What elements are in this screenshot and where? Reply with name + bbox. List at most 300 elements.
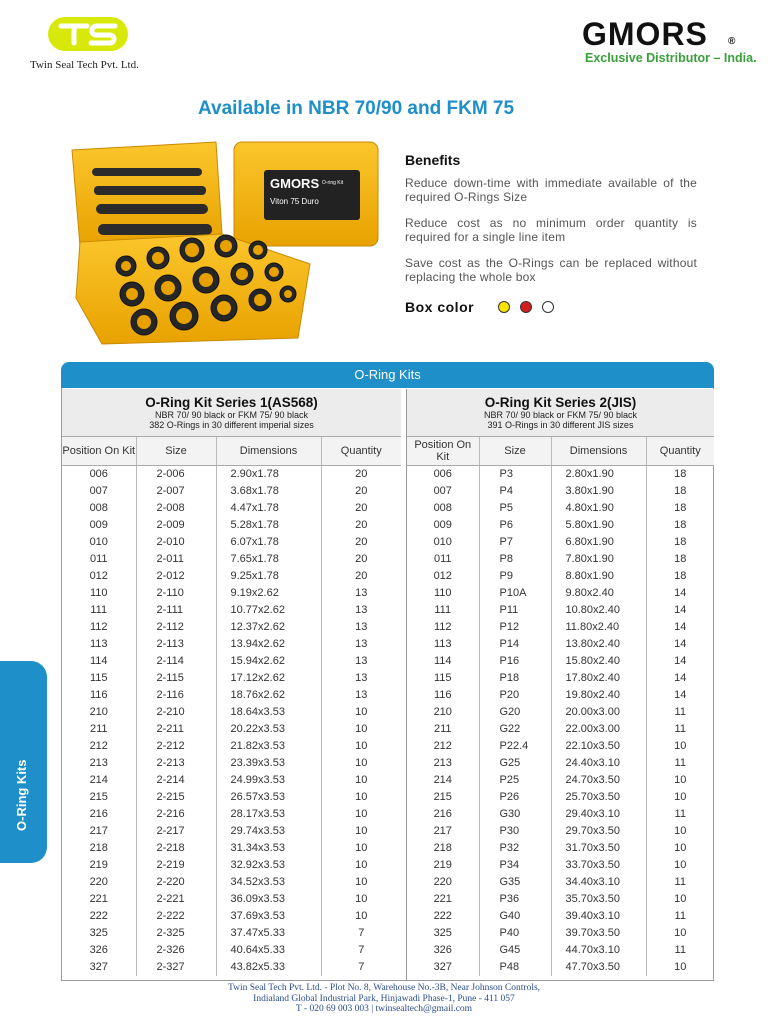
cell-quantity: 10 xyxy=(355,739,368,752)
cell-size: 2-213 xyxy=(136,755,216,772)
page-title: Available in NBR 70/90 and FKM 75 xyxy=(198,98,515,119)
cell-dimensions: 17.12x2.62 xyxy=(216,670,321,687)
table-row xyxy=(407,840,714,857)
cell-dimensions: 20.00x3.00 xyxy=(551,704,646,721)
kit-table-body xyxy=(62,465,401,976)
table-row xyxy=(62,568,401,585)
cell-position: 011 xyxy=(407,551,479,568)
table-row xyxy=(62,908,401,925)
box-subtitle: Viton 75 Duro xyxy=(270,197,319,206)
cell-size: 2-326 xyxy=(136,942,216,959)
gmors-logo: GMORS xyxy=(582,16,708,52)
cell-quantity: 10 xyxy=(674,960,687,973)
cell-position: 114 xyxy=(62,653,136,670)
cell-dimensions: 37.69x3.53 xyxy=(216,908,321,925)
cell-dimensions: 24.99x3.53 xyxy=(216,772,321,789)
cell-position: 217 xyxy=(62,823,136,840)
cell-size: 2-011 xyxy=(136,551,216,568)
table-row xyxy=(62,500,401,517)
table-row xyxy=(62,942,401,959)
footer-address-line-2: Indialand Global Industrial Park, Hinjawadi Phase-1, Pune - 411 057 xyxy=(253,993,515,1004)
cell-dimensions: 39.70x3.50 xyxy=(551,925,646,942)
cell-size: 2-009 xyxy=(136,517,216,534)
side-tab-label: O-Ring Kits xyxy=(14,759,29,831)
table-row xyxy=(62,602,401,619)
cell-quantity: 10 xyxy=(674,773,687,786)
cell-dimensions: 23.39x3.53 xyxy=(216,755,321,772)
cell-dimensions: 5.28x1.78 xyxy=(216,517,321,534)
table-row xyxy=(62,653,401,670)
cell-position: 007 xyxy=(407,483,479,500)
table-row xyxy=(62,823,401,840)
cell-size: 2-110 xyxy=(136,585,216,602)
cell-position: 217 xyxy=(407,823,479,840)
cell-dimensions: 34.40x3.10 xyxy=(551,874,646,891)
cell-quantity: 20 xyxy=(355,535,368,548)
cell-dimensions: 4.47x1.78 xyxy=(216,500,321,517)
cell-position: 222 xyxy=(62,908,136,925)
box-color-row xyxy=(405,299,564,315)
cell-size: 2-325 xyxy=(136,925,216,942)
table-row xyxy=(407,551,714,568)
cell-dimensions: 9.19x2.62 xyxy=(216,585,321,602)
cell-quantity: 10 xyxy=(355,824,368,837)
cell-quantity: 7 xyxy=(358,943,365,956)
table-row xyxy=(407,721,714,738)
table-row xyxy=(407,942,714,959)
kit-table xyxy=(62,437,401,976)
cell-dimensions: 24.40x3.10 xyxy=(551,755,646,772)
cell-dimensions: 25.70x3.50 xyxy=(551,789,646,806)
cell-size: P16 xyxy=(479,653,551,670)
footer-address-line-1: Twin Seal Tech Pvt. Ltd. - Plot No. 8, Warehouse No.-3B, Near Johnson Controls, xyxy=(227,983,541,993)
cell-quantity: 10 xyxy=(355,756,368,769)
company-name: Twin Seal Tech Pvt. Ltd. xyxy=(30,59,139,71)
cell-dimensions: 24.70x3.50 xyxy=(551,772,646,789)
cell-size: 2-008 xyxy=(136,500,216,517)
table-row xyxy=(407,908,714,925)
cell-position: 211 xyxy=(62,721,136,738)
cell-dimensions: 12.37x2.62 xyxy=(216,619,321,636)
cell-dimensions: 32.92x3.53 xyxy=(216,857,321,874)
cell-position: 110 xyxy=(62,585,136,602)
cell-quantity: 14 xyxy=(674,688,687,701)
cell-position: 113 xyxy=(62,636,136,653)
cell-position: 214 xyxy=(407,772,479,789)
kit-title: O-Ring Kit Series 1(AS568) xyxy=(145,395,318,410)
cell-quantity: 14 xyxy=(674,620,687,633)
cell-dimensions: 18.64x3.53 xyxy=(216,704,321,721)
cell-size: 2-211 xyxy=(136,721,216,738)
cell-quantity: 20 xyxy=(355,518,368,531)
kit-series-1 xyxy=(62,389,401,981)
cell-dimensions: 29.74x3.53 xyxy=(216,823,321,840)
cell-size: 2-217 xyxy=(136,823,216,840)
cell-dimensions: 13.94x2.62 xyxy=(216,636,321,653)
distributor-text: Exclusive Distributor – India. xyxy=(585,51,757,65)
cell-quantity: 13 xyxy=(355,637,368,650)
table-row xyxy=(62,772,401,789)
cell-size: P32 xyxy=(479,840,551,857)
cell-position: 007 xyxy=(62,483,136,500)
cell-size: 2-214 xyxy=(136,772,216,789)
cell-quantity: 13 xyxy=(355,688,368,701)
table-row xyxy=(62,840,401,857)
table-row xyxy=(407,585,714,602)
table-row xyxy=(407,534,714,551)
cell-dimensions: 37.47x5.33 xyxy=(216,925,321,942)
cell-position: 115 xyxy=(407,670,479,687)
kit-material: NBR 70/ 90 black or FKM 75/ 90 black xyxy=(154,410,309,420)
cell-size: 2-218 xyxy=(136,840,216,857)
table-row xyxy=(407,670,714,687)
table-row xyxy=(62,925,401,942)
benefits-heading: Benefits xyxy=(405,152,461,168)
table-row xyxy=(62,755,401,772)
cell-size: P48 xyxy=(479,959,551,976)
cell-quantity: 11 xyxy=(674,909,686,922)
cell-size: P14 xyxy=(479,636,551,653)
cell-position: 011 xyxy=(62,551,136,568)
cell-size: P9 xyxy=(479,568,551,585)
cell-size: P10A xyxy=(479,585,551,602)
cell-quantity: 10 xyxy=(355,909,368,922)
table-row xyxy=(407,789,714,806)
cell-quantity: 10 xyxy=(674,892,687,905)
cell-position: 221 xyxy=(62,891,136,908)
cell-quantity: 14 xyxy=(674,637,687,650)
cell-quantity: 10 xyxy=(674,790,687,803)
cell-dimensions: 5.80x1.90 xyxy=(551,517,646,534)
kit-header xyxy=(407,389,714,437)
cell-position: 113 xyxy=(407,636,479,653)
cell-size: 2-210 xyxy=(136,704,216,721)
cell-position: 010 xyxy=(407,534,479,551)
cell-size: 2-115 xyxy=(136,670,216,687)
table-row xyxy=(62,959,401,976)
cell-position: 327 xyxy=(407,959,479,976)
cell-quantity: 10 xyxy=(355,875,368,888)
table-row xyxy=(407,738,714,755)
cell-dimensions: 40.64x5.33 xyxy=(216,942,321,959)
cell-quantity: 10 xyxy=(355,790,368,803)
cell-quantity: 11 xyxy=(674,875,686,888)
cell-position: 220 xyxy=(62,874,136,891)
cell-quantity: 18 xyxy=(674,552,687,565)
col-header-position: Position On Kit xyxy=(62,437,136,465)
table-row xyxy=(407,772,714,789)
footer-contact: T - 020 69 003 003 | twinsealtech@gmail.com xyxy=(295,1004,473,1014)
cell-position: 216 xyxy=(407,806,479,823)
cell-dimensions: 43.82x5.33 xyxy=(216,959,321,976)
cell-dimensions: 26.57x3.53 xyxy=(216,789,321,806)
cell-position: 327 xyxy=(62,959,136,976)
cell-size: P12 xyxy=(479,619,551,636)
cell-quantity: 10 xyxy=(355,807,368,820)
cell-dimensions: 31.34x3.53 xyxy=(216,840,321,857)
cell-dimensions: 15.80x2.40 xyxy=(551,653,646,670)
cell-position: 218 xyxy=(62,840,136,857)
cell-size: P11 xyxy=(479,602,551,619)
cell-dimensions: 19.80x2.40 xyxy=(551,687,646,704)
cell-dimensions: 17.80x2.40 xyxy=(551,670,646,687)
cell-size: P40 xyxy=(479,925,551,942)
cell-quantity: 14 xyxy=(674,671,687,684)
cell-position: 008 xyxy=(407,500,479,517)
cell-position: 116 xyxy=(407,687,479,704)
table-row xyxy=(62,636,401,653)
ts-logo xyxy=(47,16,129,52)
cell-quantity: 7 xyxy=(358,960,365,973)
cell-dimensions: 31.70x3.50 xyxy=(551,840,646,857)
kit-title: O-Ring Kit Series 2(JIS) xyxy=(484,395,637,410)
table-row xyxy=(407,891,714,908)
cell-dimensions: 6.07x1.78 xyxy=(216,534,321,551)
cell-size: G40 xyxy=(479,908,551,925)
cell-quantity: 10 xyxy=(355,722,368,735)
cell-dimensions: 13.80x2.40 xyxy=(551,636,646,653)
oring-kit-boxes-image xyxy=(66,138,384,350)
cell-position: 325 xyxy=(407,925,479,942)
cell-quantity: 10 xyxy=(355,841,368,854)
color-swatch-red xyxy=(520,301,532,313)
side-tab xyxy=(0,661,47,863)
table-row xyxy=(407,687,714,704)
benefit-item: Reduce cost as no minimum order quantity is required for a single line item xyxy=(405,216,697,244)
cell-position: 326 xyxy=(62,942,136,959)
cell-quantity: 11 xyxy=(674,756,686,769)
box-side-text: O-ring Kit xyxy=(322,180,344,186)
cell-dimensions: 11.80x2.40 xyxy=(551,619,646,636)
cell-quantity: 20 xyxy=(355,552,368,565)
cell-position: 219 xyxy=(62,857,136,874)
table-row xyxy=(62,857,401,874)
table-row xyxy=(62,465,401,483)
cell-size: 2-112 xyxy=(136,619,216,636)
table-row xyxy=(407,602,714,619)
col-header-size: Size xyxy=(136,437,216,465)
cell-position: 210 xyxy=(62,704,136,721)
table-row xyxy=(407,636,714,653)
table-row xyxy=(62,483,401,500)
cell-size: P20 xyxy=(479,687,551,704)
cell-quantity: 20 xyxy=(355,569,368,582)
cell-position: 213 xyxy=(62,755,136,772)
cell-dimensions: 35.70x3.50 xyxy=(551,891,646,908)
cell-dimensions: 4.80x1.90 xyxy=(551,500,646,517)
cell-size: G45 xyxy=(479,942,551,959)
cell-dimensions: 22.10x3.50 xyxy=(551,738,646,755)
cell-quantity: 20 xyxy=(355,501,368,514)
cell-size: P34 xyxy=(479,857,551,874)
col-header-dimensions: Dimensions xyxy=(551,437,646,465)
table-row xyxy=(62,789,401,806)
cell-size: P25 xyxy=(479,772,551,789)
table-row xyxy=(407,704,714,721)
color-swatch-white xyxy=(542,301,554,313)
cell-position: 212 xyxy=(407,738,479,755)
cell-position: 009 xyxy=(407,517,479,534)
benefit-item: Reduce down-time with immediate available of the required O-Rings Size xyxy=(405,176,697,204)
table-row xyxy=(62,534,401,551)
table-row xyxy=(407,500,714,517)
cell-size: 2-113 xyxy=(136,636,216,653)
col-header-quantity: Quantity xyxy=(646,437,714,465)
registered-mark: ® xyxy=(728,36,736,47)
cell-size: G25 xyxy=(479,755,551,772)
table-row xyxy=(62,891,401,908)
cell-position: 111 xyxy=(407,602,479,619)
kits-header: O-Ring Kits xyxy=(61,362,714,388)
cell-size: P18 xyxy=(479,670,551,687)
cell-dimensions: 9.25x1.78 xyxy=(216,568,321,585)
cell-size: 2-220 xyxy=(136,874,216,891)
cell-quantity: 10 xyxy=(674,824,687,837)
cell-position: 110 xyxy=(407,585,479,602)
cell-size: 2-007 xyxy=(136,483,216,500)
cell-dimensions: 20.22x3.53 xyxy=(216,721,321,738)
cell-size: P4 xyxy=(479,483,551,500)
table-row xyxy=(407,465,714,483)
kit-table xyxy=(407,437,714,976)
cell-quantity: 14 xyxy=(674,603,687,616)
cell-size: 2-010 xyxy=(136,534,216,551)
cell-size: P26 xyxy=(479,789,551,806)
table-row xyxy=(62,704,401,721)
table-row xyxy=(407,653,714,670)
cell-quantity: 10 xyxy=(674,926,687,939)
cell-position: 006 xyxy=(407,465,479,483)
cell-position: 218 xyxy=(407,840,479,857)
cell-quantity: 18 xyxy=(674,467,687,480)
cell-position: 012 xyxy=(62,568,136,585)
cell-dimensions: 21.82x3.53 xyxy=(216,738,321,755)
cell-position: 325 xyxy=(62,925,136,942)
cell-quantity: 13 xyxy=(355,586,368,599)
cell-size: 2-215 xyxy=(136,789,216,806)
cell-position: 211 xyxy=(407,721,479,738)
table-row xyxy=(407,959,714,976)
cell-quantity: 10 xyxy=(355,705,368,718)
cell-quantity: 10 xyxy=(674,739,687,752)
cell-dimensions: 44.70x3.10 xyxy=(551,942,646,959)
cell-position: 219 xyxy=(407,857,479,874)
cell-position: 008 xyxy=(62,500,136,517)
kit-header xyxy=(62,389,401,437)
cell-dimensions: 47.70x3.50 xyxy=(551,959,646,976)
cell-quantity: 10 xyxy=(674,858,687,871)
cell-size: 2-216 xyxy=(136,806,216,823)
cell-size: G35 xyxy=(479,874,551,891)
cell-size: P7 xyxy=(479,534,551,551)
cell-dimensions: 22.00x3.00 xyxy=(551,721,646,738)
cell-quantity: 11 xyxy=(674,722,686,735)
cell-size: G20 xyxy=(479,704,551,721)
table-row xyxy=(407,568,714,585)
cell-quantity: 10 xyxy=(355,858,368,871)
cell-position: 210 xyxy=(407,704,479,721)
cell-quantity: 18 xyxy=(674,518,687,531)
cell-dimensions: 10.77x2.62 xyxy=(216,602,321,619)
cell-quantity: 11 xyxy=(674,943,686,956)
cell-dimensions: 33.70x3.50 xyxy=(551,857,646,874)
cell-size: P36 xyxy=(479,891,551,908)
cell-position: 012 xyxy=(407,568,479,585)
kit-count: 391 O-Rings in 30 different JIS sizes xyxy=(487,420,634,430)
table-row xyxy=(407,619,714,636)
cell-position: 009 xyxy=(62,517,136,534)
table-row xyxy=(407,483,714,500)
cell-size: P6 xyxy=(479,517,551,534)
cell-size: 2-219 xyxy=(136,857,216,874)
cell-size: 2-114 xyxy=(136,653,216,670)
cell-dimensions: 8.80x1.90 xyxy=(551,568,646,585)
cell-quantity: 18 xyxy=(674,535,687,548)
cell-size: 2-212 xyxy=(136,738,216,755)
cell-size: 2-222 xyxy=(136,908,216,925)
kit-material: NBR 70/ 90 black or FKM 75/ 90 black xyxy=(483,410,638,420)
cell-size: P30 xyxy=(479,823,551,840)
cell-quantity: 18 xyxy=(674,501,687,514)
cell-dimensions: 9.80x2.40 xyxy=(551,585,646,602)
cell-quantity: 10 xyxy=(355,892,368,905)
kit-table-body xyxy=(407,465,714,976)
cell-quantity: 10 xyxy=(674,841,687,854)
cell-quantity: 18 xyxy=(674,484,687,497)
cell-dimensions: 29.70x3.50 xyxy=(551,823,646,840)
cell-dimensions: 15.94x2.62 xyxy=(216,653,321,670)
cell-position: 114 xyxy=(407,653,479,670)
cell-size: P8 xyxy=(479,551,551,568)
cell-size: P3 xyxy=(479,465,551,483)
cell-dimensions: 2.80x1.90 xyxy=(551,465,646,483)
cell-dimensions: 29.40x3.10 xyxy=(551,806,646,823)
cell-size: 2-327 xyxy=(136,959,216,976)
cell-size: 2-006 xyxy=(136,465,216,483)
cell-position: 222 xyxy=(407,908,479,925)
table-row xyxy=(407,857,714,874)
cell-quantity: 10 xyxy=(355,773,368,786)
cell-quantity: 14 xyxy=(674,586,687,599)
box-brand-label: GMORS xyxy=(270,176,320,191)
table-row xyxy=(407,874,714,891)
box-color-label: Box color xyxy=(405,299,475,315)
col-header-dimensions: Dimensions xyxy=(216,437,321,465)
cell-size: P5 xyxy=(479,500,551,517)
cell-position: 010 xyxy=(62,534,136,551)
cell-size: P22.4 xyxy=(479,738,551,755)
col-header-size: Size xyxy=(479,437,551,465)
table-row xyxy=(407,925,714,942)
cell-dimensions: 7.80x1.90 xyxy=(551,551,646,568)
table-row xyxy=(62,619,401,636)
table-row xyxy=(407,823,714,840)
table-row xyxy=(62,517,401,534)
cell-size: 2-111 xyxy=(136,602,216,619)
cell-quantity: 11 xyxy=(674,705,686,718)
cell-position: 216 xyxy=(62,806,136,823)
cell-quantity: 11 xyxy=(674,807,686,820)
col-header-quantity: Quantity xyxy=(321,437,401,465)
table-row xyxy=(62,687,401,704)
cell-quantity: 18 xyxy=(674,569,687,582)
table-row xyxy=(62,806,401,823)
cell-position: 116 xyxy=(62,687,136,704)
kit-series-2 xyxy=(406,389,714,981)
cell-dimensions: 34.52x3.53 xyxy=(216,874,321,891)
cell-dimensions: 3.68x1.78 xyxy=(216,483,321,500)
cell-position: 221 xyxy=(407,891,479,908)
